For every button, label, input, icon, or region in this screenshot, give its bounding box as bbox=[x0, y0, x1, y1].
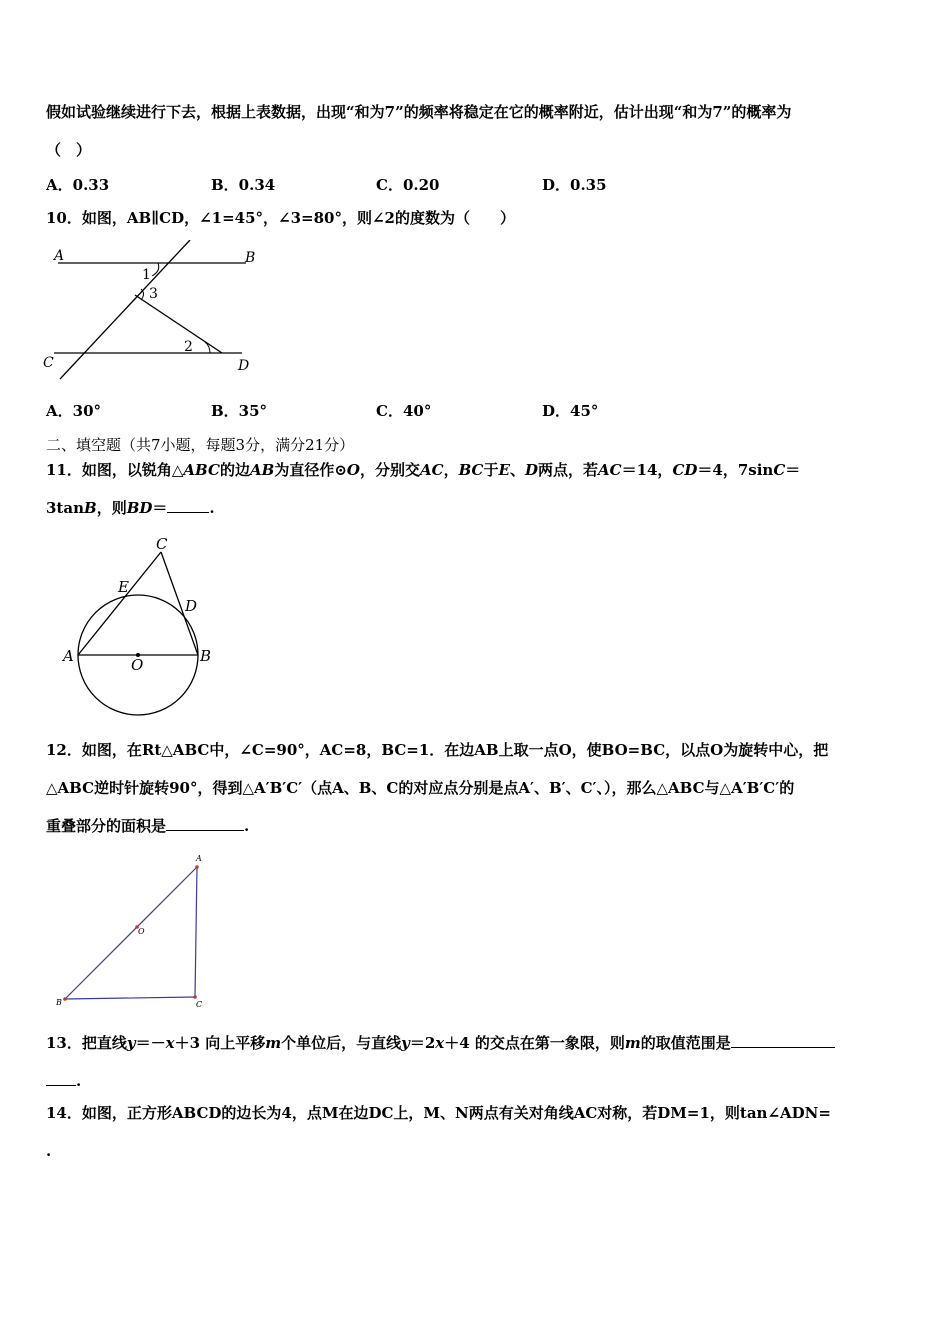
q12-line-3: 重叠部分的面积是 . bbox=[46, 817, 250, 835]
q12-side-bc bbox=[65, 997, 195, 999]
q10-transversal bbox=[60, 240, 190, 379]
q13-line-2: . bbox=[46, 1071, 81, 1091]
q10-option-a: A．30° bbox=[46, 402, 102, 420]
q10-stem: 10．如图，AB∥CD，∠1=45°，∠3=80°，则∠2的度数为（ ） bbox=[46, 209, 515, 227]
q12-label-c: C bbox=[196, 1000, 203, 1009]
q12-point-b bbox=[63, 997, 67, 1001]
q12-line-2: △ABC逆时针旋转90°，得到△A′B′C′（点A、B、C的对应点分别是点A′、B′、C′、），那么△ABC与△A′B′C′的 bbox=[46, 779, 795, 797]
q11-side-ac bbox=[78, 552, 161, 655]
q9-answer-paren: （ ） bbox=[46, 141, 92, 159]
q9-option-c: C．0.20 bbox=[376, 176, 440, 194]
q12-line-1: 12．如图，在Rt△ABC中，∠C=90°，AC=8，BC=1．在边AB上取一点O，使BO=BC，以点O为旋转中心，把 bbox=[46, 741, 829, 759]
q9-option-a: A．0.33 bbox=[46, 176, 110, 194]
q12-point-c bbox=[193, 995, 197, 999]
q11-answer-blank bbox=[167, 498, 209, 513]
q11-line-2: 3tanB，则BD＝ . bbox=[46, 499, 215, 517]
q12-answer-blank bbox=[166, 816, 244, 831]
q11-figure bbox=[58, 530, 228, 725]
q11-label-d: D bbox=[185, 597, 198, 615]
q12-point-a bbox=[195, 865, 199, 869]
q9-stem: 假如试验继续进行下去，根据上表数据，出现“和为7”的频率将稳定在它的概率附近，估计出现“和为7”的概率为 bbox=[46, 103, 792, 121]
section-2-title: 二、填空题（共7小题，每题3分，满分21分） bbox=[46, 436, 355, 454]
q14-line-2: . bbox=[46, 1142, 52, 1160]
q12-side-ac bbox=[195, 867, 197, 997]
q13-line-1: 13．把直线y＝－x＋3 向上平移m个单位后，与直线y＝2x＋4 的交点在第一象限，则m的取值范围是 bbox=[46, 1033, 835, 1053]
q10-label-angle3: 3 bbox=[149, 286, 158, 302]
q10-label-a: A bbox=[54, 248, 65, 264]
q10-segment bbox=[135, 295, 222, 353]
q14-line-1: 14．如图，正方形ABCD的边长为4，点M在边DC上，M、N两点有关对角线AC对称，若DM=1，则tan∠ADN= bbox=[46, 1104, 831, 1122]
q11-label-o: O bbox=[131, 656, 144, 674]
q9-option-b: B．0.34 bbox=[211, 176, 276, 194]
q10-label-d: D bbox=[238, 358, 250, 374]
q12-label-b: B bbox=[56, 998, 62, 1007]
q10-label-c: C bbox=[43, 355, 54, 371]
q11-line-1: 11．如图，以锐角△ABC的边AB为直径作⊙O，分别交AC，BC于E、D两点，若AC＝14，CD＝4，7sinC＝ bbox=[46, 461, 801, 479]
q10-label-b: B bbox=[245, 250, 256, 266]
q10-label-angle2: 2 bbox=[184, 339, 193, 355]
q12-label-o: O bbox=[138, 927, 145, 936]
q10-option-d: D．45° bbox=[542, 402, 599, 420]
q11-label-e: E bbox=[118, 578, 129, 596]
q12-label-a: A bbox=[196, 854, 202, 863]
q10-figure bbox=[40, 240, 270, 385]
q11-label-c: C bbox=[156, 535, 168, 553]
q9-option-d: D．0.35 bbox=[542, 176, 607, 194]
q10-option-b: B．35° bbox=[211, 402, 268, 420]
q10-option-c: C．40° bbox=[376, 402, 432, 420]
q12-side-ab bbox=[65, 867, 197, 999]
q11-label-a: A bbox=[63, 647, 74, 665]
q13-answer-blank bbox=[731, 1033, 835, 1048]
q11-label-b: B bbox=[200, 647, 212, 665]
q12-figure bbox=[50, 850, 220, 1015]
q13-answer-blank-continued bbox=[46, 1071, 76, 1086]
q10-label-angle1: 1 bbox=[142, 267, 151, 283]
